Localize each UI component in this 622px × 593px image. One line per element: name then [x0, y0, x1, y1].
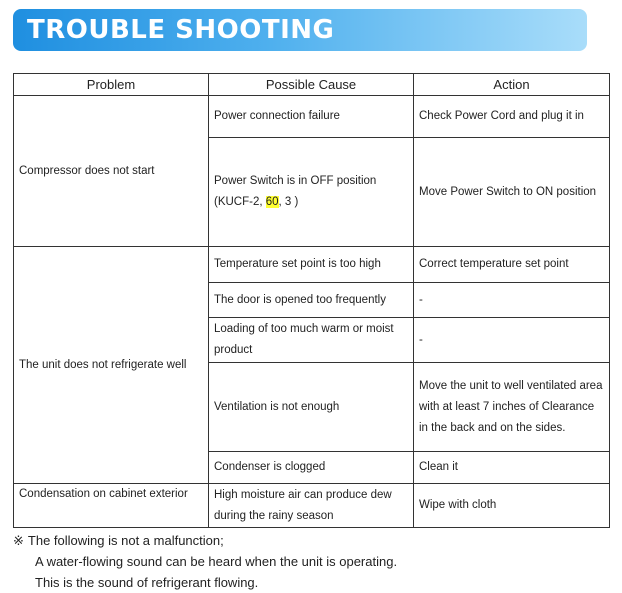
troubleshooting-table [13, 73, 610, 528]
table-row [14, 247, 610, 283]
reference-mark-icon: ※ [13, 533, 24, 548]
header-problem: Problem [14, 74, 209, 96]
cause-cell [209, 138, 414, 247]
highlighted-model: 60 [265, 196, 279, 208]
note-block [13, 530, 397, 593]
action-cell: Correct temperature set point [414, 247, 610, 283]
section-banner [13, 9, 587, 51]
table-row [14, 484, 610, 528]
problem-cell: Compressor does not start [14, 96, 209, 247]
cause-line [214, 192, 408, 213]
action-cell: - [414, 318, 610, 363]
note-heading [13, 530, 397, 551]
header-action: Action [414, 74, 610, 96]
problem-cell: Condensation on cabinet exterior [14, 484, 209, 528]
action-cell: Move Power Switch to ON position [414, 138, 610, 247]
action-cell: Move the unit to well ventilated area with at least 7 inches of Clearance in the back and on the sides. [414, 363, 610, 452]
header-possible-cause: Possible Cause [209, 74, 414, 96]
model-text: , 3 ) [278, 196, 299, 208]
action-cell: Clean it [414, 452, 610, 484]
cause-cell: Temperature set point is too high [209, 247, 414, 283]
cause-cell: Ventilation is not enough [209, 363, 414, 452]
note-line: This is the sound of refrigerant flowing. [35, 575, 259, 590]
table-header-row [14, 74, 610, 96]
cause-cell: High moisture air can produce dew during the rainy season [209, 484, 414, 528]
cause-cell: Condenser is clogged [209, 452, 414, 484]
action-cell: - [414, 283, 610, 318]
action-cell: Wipe with cloth [414, 484, 610, 528]
table-row [14, 96, 610, 138]
model-text: (KUCF-2, [214, 196, 266, 208]
page-title: TROUBLE SHOOTING [27, 15, 335, 45]
cause-cell: Loading of too much warm or moist product [209, 318, 414, 363]
cause-cell: The door is opened too frequently [209, 283, 414, 318]
note-line: A water-flowing sound can be heard when the unit is operating. [35, 554, 398, 569]
problem-cell: The unit does not refrigerate well [14, 247, 209, 484]
cause-line: Power Switch is in OFF position [214, 175, 377, 187]
note-heading-text: The following is not a malfunction; [27, 533, 224, 548]
action-cell: Check Power Cord and plug it in [414, 96, 610, 138]
cause-cell: Power connection failure [209, 96, 414, 138]
